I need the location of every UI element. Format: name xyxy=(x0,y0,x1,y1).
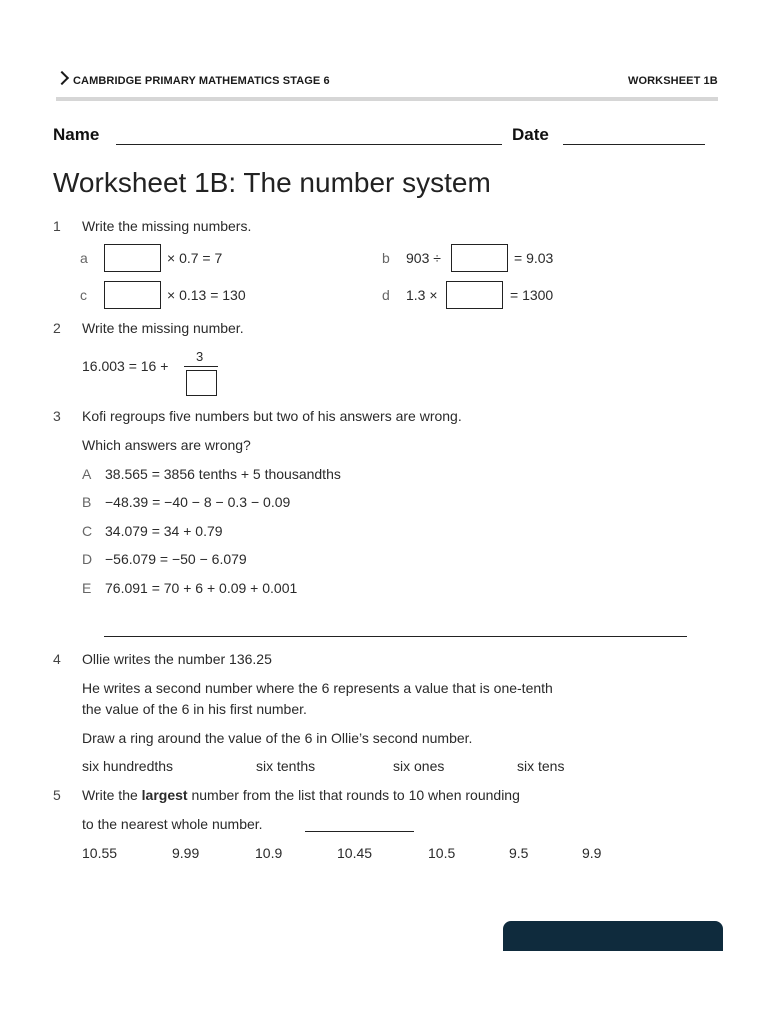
question-subprompt: Which answers are wrong? xyxy=(82,437,251,453)
date-field[interactable] xyxy=(563,144,705,145)
prompt-part: Write the xyxy=(82,787,138,803)
date-label: Date xyxy=(512,125,549,144)
answer-box-1c[interactable] xyxy=(104,281,161,309)
option-letter: D xyxy=(82,551,93,567)
number-option: 10.5 xyxy=(428,845,456,861)
question-prompt: Write the missing number. xyxy=(82,320,244,336)
part-letter: d xyxy=(382,287,390,303)
option-letter: C xyxy=(82,523,93,539)
choice-option[interactable]: six tenths xyxy=(256,758,316,774)
option-text: −48.39 = −40 − 8 − 0.3 − 0.09 xyxy=(105,494,291,510)
question-number: 4 xyxy=(53,651,61,667)
number-option: 9.5 xyxy=(509,845,529,861)
number-option: 10.45 xyxy=(337,845,373,861)
question-prompt: Ollie writes the number 136.25 xyxy=(82,651,272,667)
choice-option[interactable]: six hundredths xyxy=(82,758,174,774)
answer-box-2[interactable] xyxy=(186,370,217,396)
question-number: 5 xyxy=(53,787,61,803)
equation-text: 903 ÷ xyxy=(406,250,441,266)
part-letter: c xyxy=(80,287,87,303)
equation-text: = 1300 xyxy=(510,287,554,303)
equation-text: × 0.7 = 7 xyxy=(167,250,223,266)
option-letter: A xyxy=(82,466,92,482)
part-letter: a xyxy=(80,250,88,266)
answer-box-1b[interactable] xyxy=(451,244,508,272)
equation-text: × 0.13 = 130 xyxy=(167,287,246,303)
footer-tab xyxy=(503,921,723,951)
option-text: 76.091 = 70 + 6 + 0.09 + 0.001 xyxy=(105,580,298,596)
answer-box-1d[interactable] xyxy=(446,281,503,309)
name-field[interactable] xyxy=(116,144,502,145)
number-option: 10.55 xyxy=(82,845,118,861)
answer-box-1a[interactable] xyxy=(104,244,161,272)
choice-option[interactable]: six tens xyxy=(517,758,565,774)
header-divider xyxy=(56,97,718,101)
prompt-part: number from the list that rounds to 10 when rounding xyxy=(191,787,520,803)
prompt-emphasis: largest xyxy=(141,787,188,803)
number-option: 10.9 xyxy=(255,845,283,861)
answer-line-3[interactable] xyxy=(104,636,687,637)
choice-option[interactable]: six ones xyxy=(393,758,445,774)
equation-text: 16.003 = 16 + xyxy=(82,358,169,374)
option-letter: E xyxy=(82,580,92,596)
question-prompt: Write the missing numbers. xyxy=(82,218,252,234)
option-text: 34.079 = 34 + 0.79 xyxy=(105,523,223,539)
question-text: Draw a ring around the value of the 6 in Ollie’s second number. xyxy=(82,730,473,746)
option-text: 38.565 = 3856 tenths + 5 thousandths xyxy=(105,466,341,482)
fraction-bar xyxy=(184,366,218,367)
course-title: CAMBRIDGE PRIMARY MATHEMATICS STAGE 6 xyxy=(73,75,330,87)
question-number: 2 xyxy=(53,320,61,336)
name-label: Name xyxy=(53,125,100,144)
question-text: He writes a second number where the 6 represents a value that is one-tenth xyxy=(82,680,553,696)
equation-text: 1.3 × xyxy=(406,287,438,303)
chevron-right-icon xyxy=(55,71,69,85)
equation-text: = 9.03 xyxy=(514,250,554,266)
answer-line-5[interactable] xyxy=(305,831,414,832)
question-prompt xyxy=(82,787,520,803)
fraction-numerator: 3 xyxy=(196,349,204,364)
option-letter: B xyxy=(82,494,92,510)
page-title: Worksheet 1B: The number system xyxy=(53,167,491,198)
part-letter: b xyxy=(382,250,390,266)
question-text: the value of the 6 in his first number. xyxy=(82,701,307,717)
question-prompt: Kofi regroups five numbers but two of his answers are wrong. xyxy=(82,408,462,424)
question-number: 1 xyxy=(53,218,61,234)
question-text: to the nearest whole number. xyxy=(82,816,263,832)
number-option: 9.99 xyxy=(172,845,200,861)
worksheet-tag: WORKSHEET 1B xyxy=(628,75,718,87)
number-option: 9.9 xyxy=(582,845,602,861)
question-number: 3 xyxy=(53,408,61,424)
option-text: −56.079 = −50 − 6.079 xyxy=(105,551,247,567)
